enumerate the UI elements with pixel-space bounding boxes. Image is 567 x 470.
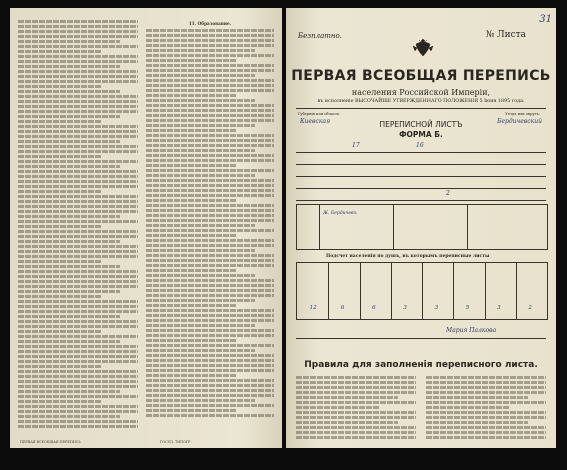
text-line — [18, 240, 120, 243]
text-line — [146, 274, 255, 277]
table-col — [467, 205, 468, 249]
text-line — [18, 90, 120, 93]
text-line — [18, 305, 138, 308]
text-line — [146, 289, 274, 292]
uchastok-value: 17 — [352, 142, 360, 149]
text-line — [18, 285, 138, 288]
text-line — [18, 315, 120, 318]
text-line — [146, 59, 236, 62]
text-line — [18, 295, 102, 298]
text-line — [18, 350, 138, 353]
text-line — [18, 130, 138, 133]
count-value: 2 — [446, 190, 450, 197]
text-line — [18, 205, 138, 208]
left-footer-center: ГОСУД. ТИПОГР. — [160, 440, 192, 444]
row-note: Ж. Бердичевъ — [323, 211, 357, 216]
totals-col — [360, 263, 361, 319]
totals-col — [328, 263, 329, 319]
double-headed-eagle-icon — [410, 36, 436, 62]
rules-column-1 — [296, 374, 416, 436]
text-line — [146, 29, 274, 32]
manager-field — [296, 168, 546, 177]
census-title: ПЕРВАЯ ВСЕОБЩАЯ ПЕРЕПИСЬ — [291, 68, 551, 84]
text-line — [146, 74, 255, 77]
text-line — [18, 50, 102, 53]
text-line — [146, 189, 274, 192]
signature-field — [296, 327, 546, 339]
text-line — [18, 255, 138, 258]
text-line — [146, 239, 274, 242]
text-line — [18, 190, 102, 193]
text-line — [18, 365, 102, 368]
divider — [296, 108, 546, 109]
address-field — [296, 180, 546, 189]
text-line — [146, 309, 274, 312]
text-line — [146, 164, 236, 167]
text-line — [18, 175, 138, 178]
text-line — [146, 209, 274, 212]
text-line — [426, 436, 546, 439]
text-line — [146, 299, 255, 302]
text-line — [146, 69, 274, 72]
text-line — [18, 300, 138, 303]
totals-value: 12 — [309, 305, 317, 311]
totals-col — [516, 263, 517, 319]
free-label: Безплатно. — [298, 32, 342, 40]
text-line — [146, 364, 274, 367]
right-page — [286, 8, 556, 448]
text-line — [146, 39, 274, 42]
text-line — [296, 396, 398, 399]
text-line — [146, 294, 274, 297]
table-col — [393, 205, 394, 249]
text-line — [296, 416, 416, 419]
text-line — [18, 215, 120, 218]
text-line — [18, 250, 138, 253]
text-line — [18, 110, 138, 113]
text-line — [18, 275, 138, 278]
text-line — [146, 99, 255, 102]
text-line — [146, 184, 274, 187]
text-line — [296, 401, 416, 404]
text-line — [146, 389, 274, 392]
text-line — [18, 155, 102, 158]
totals-label: Подсчет населенiя по душъ, въ которымъ переписные листы — [326, 254, 490, 259]
text-line — [146, 114, 274, 117]
totals-col — [453, 263, 454, 319]
text-line — [296, 436, 416, 439]
perepisnoy-list-heading: ПЕРЕПИСНОЙ ЛИСТЪ — [379, 120, 463, 129]
totals-value: 3 — [403, 305, 407, 311]
text-line — [146, 49, 255, 52]
text-line — [426, 416, 546, 419]
text-line — [146, 79, 274, 82]
text-line — [146, 244, 274, 247]
totals-col — [547, 263, 548, 319]
text-line — [18, 55, 138, 58]
text-line — [18, 35, 138, 38]
text-line — [146, 339, 236, 342]
text-line — [18, 120, 102, 123]
text-line — [18, 165, 120, 168]
text-line — [18, 330, 102, 333]
text-line — [18, 270, 138, 273]
text-line — [146, 94, 236, 97]
text-line — [18, 230, 138, 233]
text-line — [146, 334, 274, 337]
text-line — [426, 426, 546, 429]
text-line — [146, 144, 274, 147]
signature: Мария Палкова — [446, 327, 497, 334]
text-line — [296, 426, 416, 429]
text-line — [18, 420, 138, 423]
text-line — [18, 100, 138, 103]
text-line — [18, 360, 138, 363]
text-line — [146, 169, 274, 172]
text-line — [146, 54, 274, 57]
text-line — [146, 354, 274, 357]
text-line — [18, 310, 138, 313]
text-line — [18, 375, 138, 378]
text-line — [146, 64, 274, 67]
totals-value: 6 — [340, 305, 345, 311]
text-line — [426, 431, 546, 434]
text-line — [18, 265, 120, 268]
text-line — [146, 34, 274, 37]
text-line — [146, 179, 274, 182]
text-line — [18, 150, 138, 153]
text-line — [18, 320, 138, 323]
text-line — [18, 385, 138, 388]
totals-col — [391, 263, 392, 319]
text-line — [296, 376, 416, 379]
text-line — [18, 65, 120, 68]
text-line — [146, 249, 255, 252]
text-line — [426, 381, 546, 384]
text-line — [18, 210, 138, 213]
text-line — [146, 414, 274, 417]
text-line — [296, 391, 416, 394]
text-line — [146, 349, 255, 352]
text-line — [146, 409, 236, 412]
uezd-label: Уездъ или округъ: — [505, 112, 540, 116]
text-line — [146, 359, 274, 362]
uchastok-field — [296, 144, 546, 153]
text-line — [146, 314, 274, 317]
text-line — [426, 391, 546, 394]
text-line — [18, 60, 138, 63]
totals-table — [296, 262, 548, 320]
text-line — [146, 394, 274, 397]
text-line — [296, 411, 416, 414]
text-line — [426, 376, 546, 379]
text-line — [146, 369, 274, 372]
text-line — [146, 154, 274, 157]
text-line — [146, 284, 274, 287]
text-line — [426, 386, 546, 389]
text-line — [146, 124, 255, 127]
totals-value: 3 — [434, 305, 439, 311]
text-line — [146, 319, 274, 322]
text-line — [18, 125, 138, 128]
text-line — [146, 219, 274, 222]
text-line — [18, 220, 138, 223]
text-line — [146, 259, 274, 262]
text-line — [146, 44, 274, 47]
left-page — [10, 8, 282, 448]
text-line — [18, 325, 138, 328]
totals-value: 6 — [372, 305, 376, 311]
uchastok2-value: 16 — [416, 142, 424, 149]
owner-field — [296, 156, 546, 165]
list-number-label: № Листа — [485, 30, 526, 40]
text-line — [146, 204, 274, 207]
text-line — [146, 199, 236, 202]
text-line — [18, 160, 138, 163]
text-line — [18, 340, 120, 343]
text-line — [146, 134, 274, 137]
text-line — [296, 386, 416, 389]
text-line — [146, 269, 236, 272]
text-line — [146, 384, 274, 387]
rules-title: Правила для заполненiя переписного листа. — [304, 360, 538, 370]
text-line — [146, 139, 274, 142]
text-line — [18, 80, 138, 83]
text-line — [18, 45, 138, 48]
text-line — [146, 254, 274, 257]
text-line — [18, 170, 138, 173]
census-subtitle: населения Российской Имперiи, — [351, 88, 491, 97]
text-line — [296, 431, 416, 434]
left-column-2 — [146, 18, 274, 434]
text-line — [18, 370, 138, 373]
text-line — [18, 410, 138, 413]
text-line — [18, 105, 138, 108]
text-line — [296, 406, 380, 409]
totals-col — [422, 263, 423, 319]
text-line — [146, 214, 274, 217]
text-line — [18, 245, 138, 248]
totals-col — [485, 263, 486, 319]
text-line — [18, 225, 102, 228]
text-line — [146, 119, 274, 122]
totals-value: 5 — [465, 305, 470, 311]
totals-value: 2 — [528, 305, 532, 311]
rules-column-2 — [426, 374, 546, 436]
governorate-label: Губернiя или область: — [298, 112, 341, 116]
text-line — [18, 400, 102, 403]
text-line — [146, 84, 274, 87]
text-line — [146, 109, 274, 112]
text-line — [146, 399, 255, 402]
text-line — [146, 404, 274, 407]
text-line — [18, 195, 138, 198]
text-line — [146, 129, 236, 132]
text-line — [18, 115, 120, 118]
text-line — [18, 75, 138, 78]
text-line — [18, 25, 138, 28]
text-line — [426, 396, 528, 399]
left-column-1 — [18, 18, 138, 434]
text-line — [18, 355, 138, 358]
text-line — [296, 421, 398, 424]
text-line — [18, 260, 102, 263]
text-line — [146, 379, 274, 382]
heading-education: 11. Образование. — [188, 21, 232, 26]
text-line — [146, 194, 274, 197]
text-line — [18, 390, 120, 393]
text-line — [426, 411, 546, 414]
text-line — [146, 329, 274, 332]
text-line — [426, 401, 546, 404]
text-line — [18, 380, 138, 383]
text-line — [18, 425, 138, 428]
text-line — [146, 149, 255, 152]
household-count-field — [296, 192, 546, 201]
text-line — [146, 159, 274, 162]
text-line — [296, 381, 416, 384]
text-line — [426, 406, 510, 409]
text-line — [18, 145, 138, 148]
text-line — [146, 234, 236, 237]
text-line — [18, 405, 138, 408]
text-line — [18, 70, 138, 73]
text-line — [18, 40, 120, 43]
text-line — [18, 180, 138, 183]
text-line — [146, 229, 274, 232]
uezd-value: Бердичевский — [497, 118, 542, 125]
left-footer-left: ПЕРВАЯ ВСЕОБЩАЯ ПЕРЕПИСЬ — [20, 440, 81, 444]
text-line — [18, 200, 138, 203]
text-line — [146, 304, 236, 307]
text-line — [146, 374, 236, 377]
document-spread — [10, 8, 556, 448]
text-line — [18, 30, 138, 33]
text-line — [146, 104, 274, 107]
totals-value: 3 — [497, 305, 501, 311]
text-line — [18, 235, 138, 238]
text-line — [18, 290, 120, 293]
household-table — [296, 204, 548, 250]
text-line — [18, 135, 138, 138]
governorate-value: Киевская — [300, 118, 331, 125]
text-line — [146, 89, 274, 92]
text-line — [18, 395, 138, 398]
text-line — [146, 344, 274, 347]
text-line — [18, 140, 120, 143]
text-line — [146, 224, 255, 227]
text-line — [146, 324, 255, 327]
text-line — [18, 20, 138, 23]
text-line — [18, 415, 120, 418]
text-line — [146, 174, 255, 177]
text-line — [146, 279, 274, 282]
text-line — [18, 95, 138, 98]
text-line — [426, 421, 528, 424]
forma-b-heading: ФОРМА Б. — [399, 130, 443, 139]
text-line — [18, 85, 102, 88]
text-line — [18, 335, 138, 338]
table-col — [319, 205, 320, 249]
text-line — [18, 185, 138, 188]
text-line — [146, 264, 274, 267]
text-line — [18, 345, 138, 348]
text-line — [18, 280, 138, 283]
census-subtitle-2: въ исполненiе ВЫСОЧАЙШЕ УТВЕРЖДЕННАГО ПОЛОЖЕНIЯ 5 Iюня 1895 года. — [317, 99, 525, 104]
page-number: 31 — [539, 14, 552, 25]
